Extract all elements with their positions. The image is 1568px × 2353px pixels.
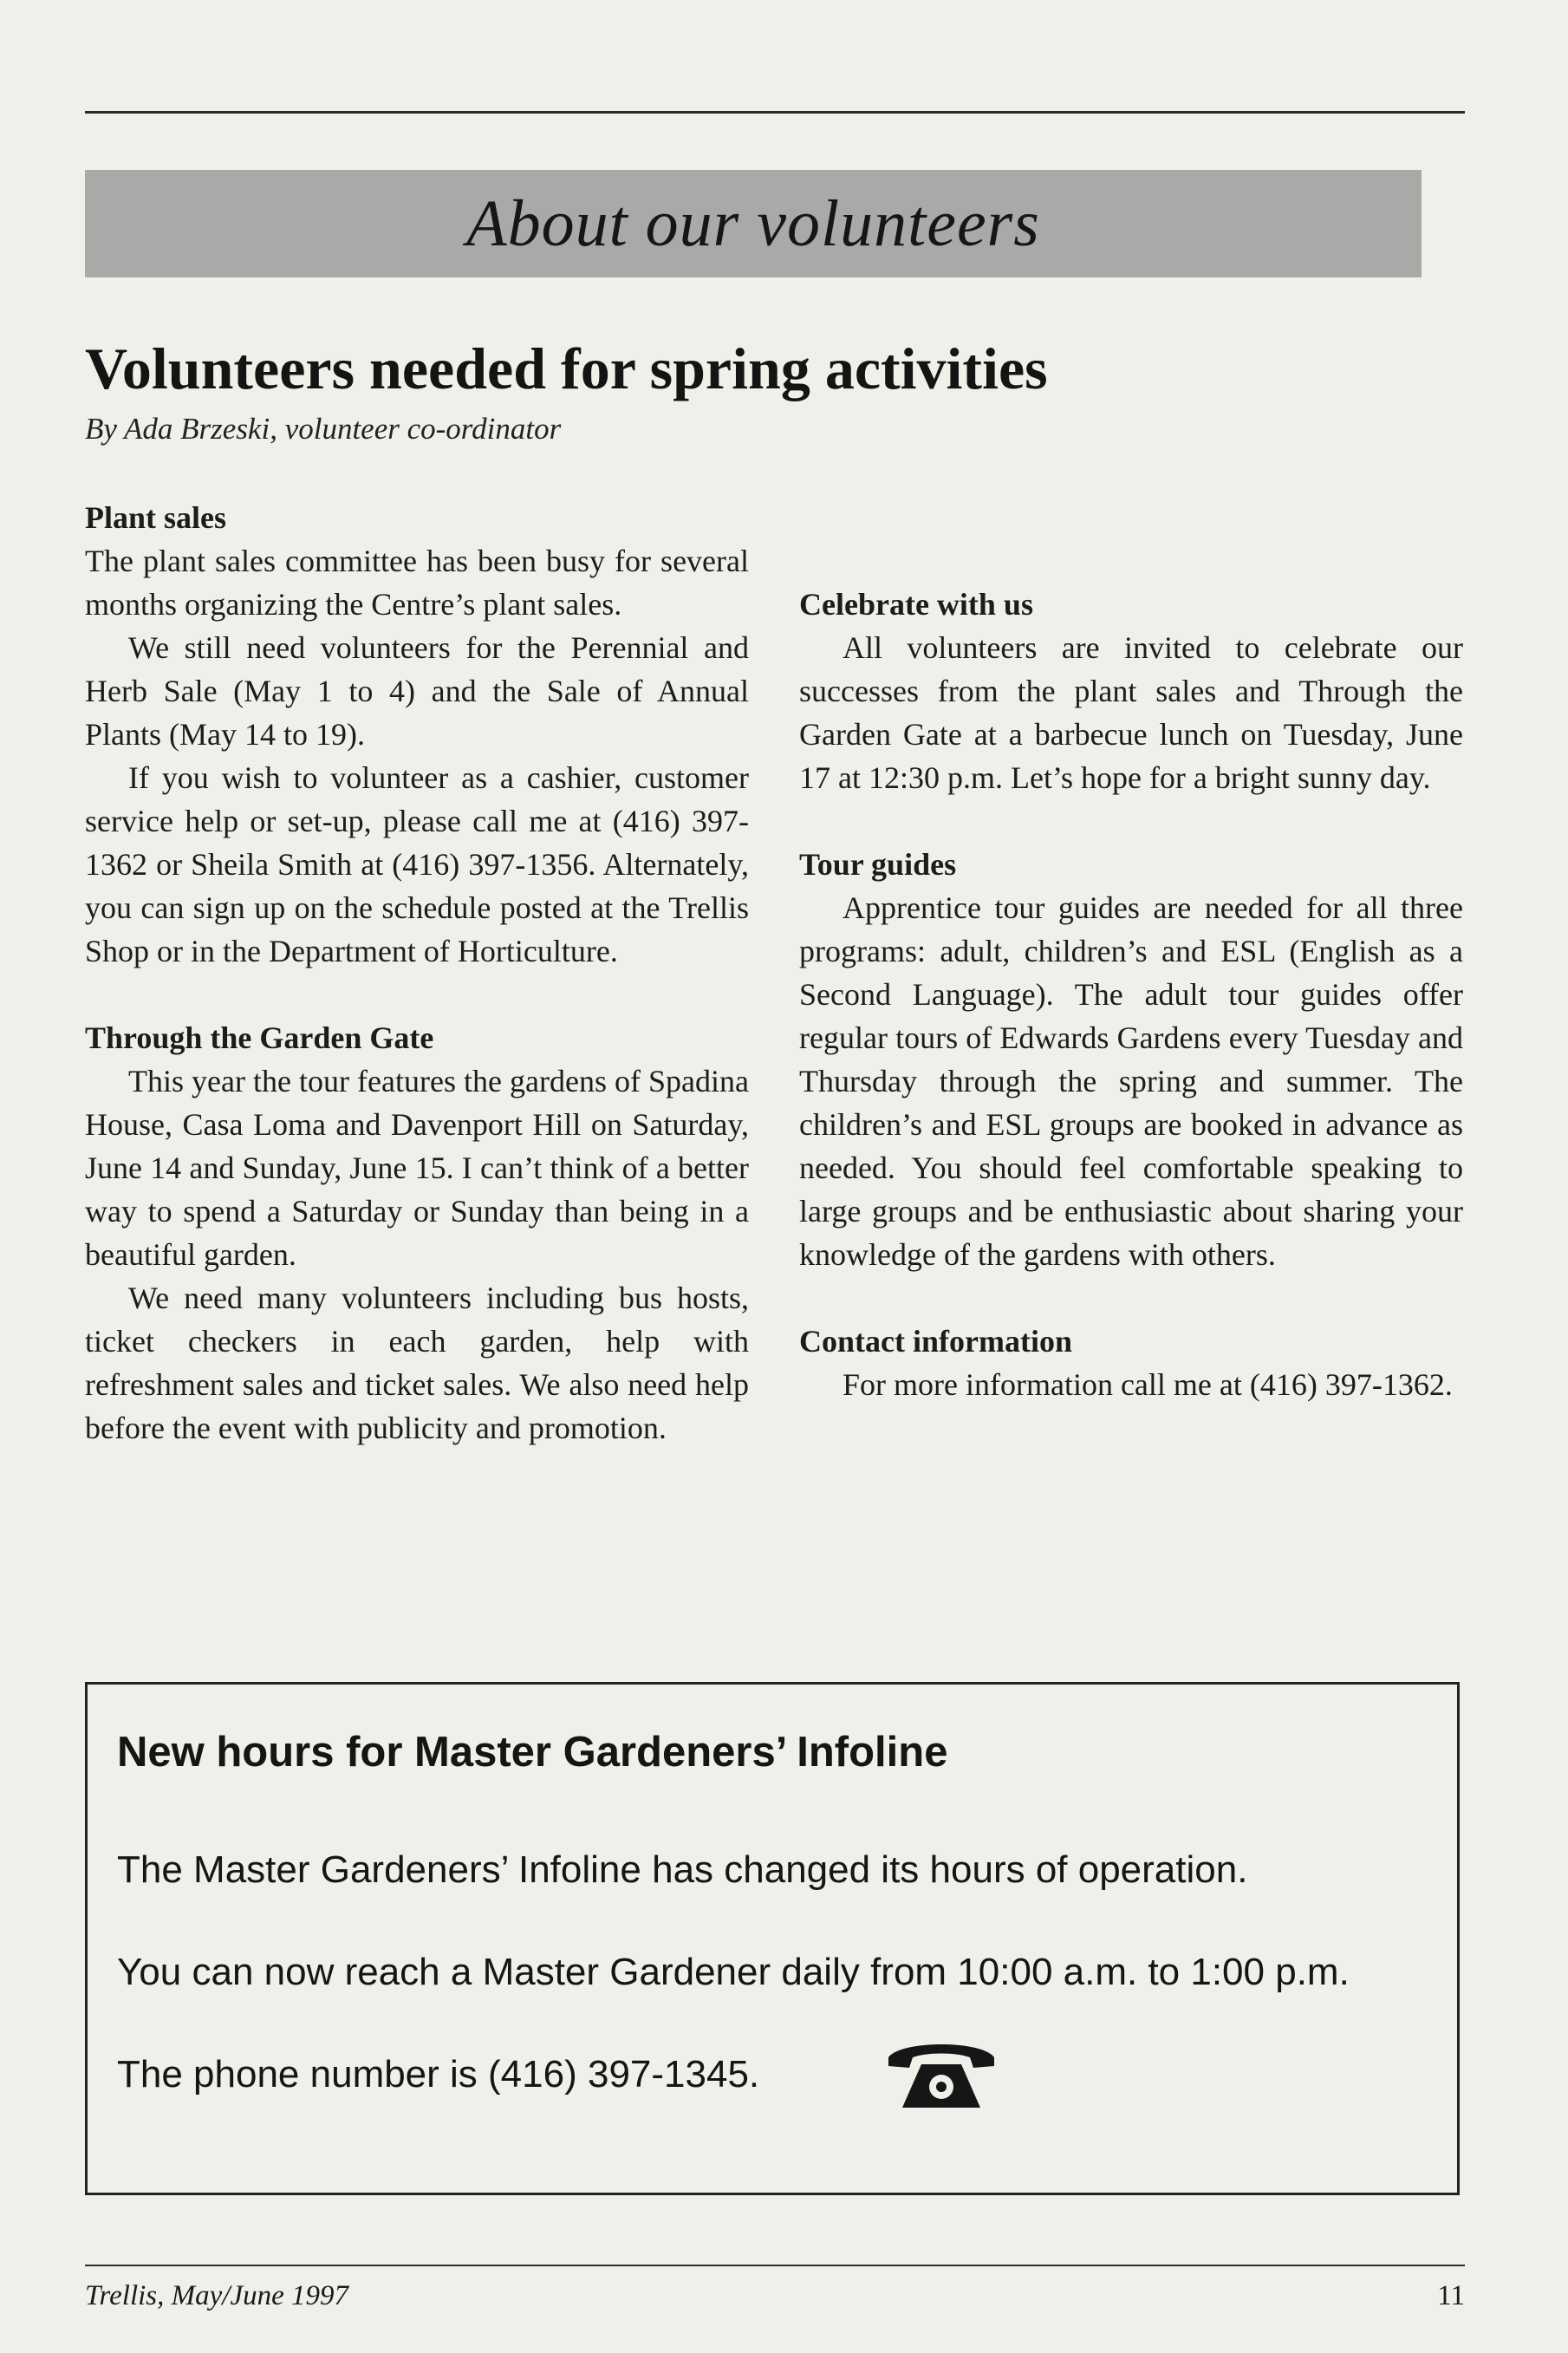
infoline-line-1: The Master Gardeners’ Infoline has changed its hours of operation.: [117, 1848, 1248, 1891]
section-title: About our volunteers: [466, 187, 1040, 260]
article-left-column: [85, 496, 749, 1450]
spacer: [799, 799, 1463, 843]
article-right-column: [799, 496, 1463, 1406]
plant-sales-paragraph-2: We still need volunteers for the Perennial and Herb Sale (May 1 to 4) and the Sale of Annual Plants (May 14 to 19).: [85, 630, 749, 752]
garden-gate-paragraph-2: We need many volunteers including bus hosts, ticket checkers in each garden, help with refreshment sales and ticket sales. We also need help before the event with publicity and promotion.: [85, 1281, 749, 1445]
celebrate-paragraph: All volunteers are invited to celebrate our successes from the plant sales and Through the Garden Gate at a barbecue lunch on Tuesday, June 17 at 12:30 p.m. Let’s hope for a bright sunny day.: [799, 630, 1463, 795]
footer-publication: Trellis, May/June 1997: [85, 2280, 348, 2311]
plant-sales-paragraph-3: If you wish to volunteer as a cashier, customer service help or set-up, please call me at (416) 397-1362 or Sheila Smith at (416) 397-1356. Alternately, you can sign up on the schedule posted at the Trellis Shop or in the Department of Horticulture.: [85, 760, 749, 968]
infoline-phone-line: The phone number is (416) 397-1345.: [117, 2053, 760, 2096]
bottom-rule: [85, 2265, 1465, 2266]
article-byline: By Ada Brzeski, volunteer co-ordinator: [85, 412, 562, 446]
spacer: [799, 539, 1463, 583]
telephone-icon: [883, 2035, 999, 2115]
tour-guides-heading: Tour guides: [799, 847, 957, 882]
plant-sales-paragraph-1: The plant sales committee has been busy for several months organizing the Centre’s plant sales.: [85, 544, 749, 622]
contact-heading: Contact information: [799, 1324, 1072, 1359]
infoline-line-2: You can now reach a Master Gardener daily from 10:00 a.m. to 1:00 p.m.: [117, 1951, 1350, 1993]
tour-guides-paragraph: Apprentice tour guides are needed for all three programs: adult, children’s and ESL (English as a Second Language). The adult tour guides offer regular tours of Edwards Gardens every Tuesday and Thursday through the spring and summer. The children’s and ESL groups are booked in advance as needed. You should feel comfortable speaking to large groups and be enthusiastic about sharing your knowledge of the gardens with others.: [799, 890, 1463, 1272]
garden-gate-paragraph-1: This year the tour features the gardens of Spadina House, Casa Loma and Davenport Hill on Saturday, June 14 and Sunday, June 15. I can’t think of a better way to spend a Saturday or Sunday than being in a beautiful garden.: [85, 1064, 749, 1272]
footer-page-number: 11: [1437, 2280, 1465, 2311]
garden-gate-heading: Through the Garden Gate: [85, 1020, 434, 1055]
spacer: [799, 496, 1463, 539]
spacer: [85, 973, 749, 1016]
celebrate-heading: Celebrate with us: [799, 587, 1033, 622]
article-headline: Volunteers needed for spring activities: [85, 336, 1048, 401]
top-rule: [85, 111, 1465, 114]
plant-sales-heading: Plant sales: [85, 500, 227, 535]
spacer: [799, 1276, 1463, 1320]
contact-paragraph: For more information call me at (416) 397-1362.: [843, 1367, 1453, 1402]
infoline-box: [85, 1682, 1460, 2195]
infoline-title: New hours for Master Gardeners’ Infoline: [117, 1729, 948, 1776]
